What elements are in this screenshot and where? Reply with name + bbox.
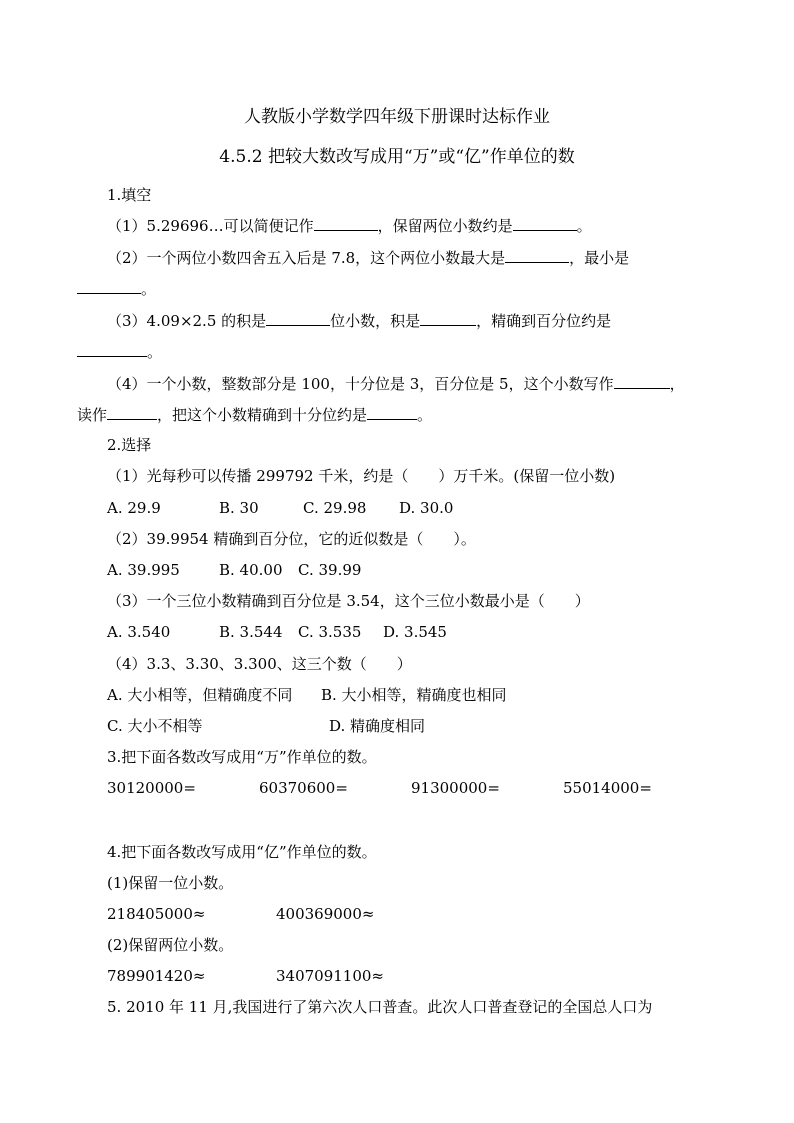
option-a[interactable]: A. 29.9 (107, 499, 161, 517)
option-b[interactable]: B. 3.544 (219, 623, 283, 641)
answer-blank[interactable] (107, 405, 157, 420)
answer-blank[interactable] (266, 311, 330, 326)
option-d[interactable]: D. 30.0 (399, 499, 454, 517)
question-1-1: （1）5.29696…可以简便记作 ，保留两位小数约是 。 (107, 217, 592, 235)
conversion-item: 91300000= (411, 779, 500, 797)
question-1-3: （3）4.09×2.5 的积是 位小数，积是 ，精确到百分位约是 (107, 312, 612, 330)
answer-blank[interactable] (367, 405, 417, 420)
option-d[interactable]: D. 3.545 (383, 623, 447, 641)
answer-blank[interactable] (614, 374, 670, 389)
question-2-1: （1）光每秒可以传播 299792 千米，约是（ ）万千米。(保留一位小数) (107, 467, 616, 485)
page-title: 人教版小学数学四年级下册课时达标作业 (244, 107, 550, 127)
option-a[interactable]: A. 大小相等，但精确度不同 (107, 686, 293, 704)
conversion-item: 60370600= (259, 779, 348, 797)
conversion-item: 789901420≈ (107, 967, 206, 985)
answer-blank[interactable] (505, 248, 569, 263)
option-b[interactable]: B. 40.00 (219, 561, 283, 579)
question-1-4-cont: 读作 ，把这个小数精确到十分位约是 。 (77, 406, 433, 424)
conversion-item: 3407091100≈ (276, 967, 385, 985)
answer-blank[interactable] (420, 311, 476, 326)
option-a[interactable]: A. 3.540 (107, 623, 171, 641)
section-4-heading: 4.把下面各数改写成用“亿”作单位的数。 (107, 843, 377, 861)
option-d[interactable]: D. 精确度相同 (329, 717, 426, 735)
question-2-2: （2）39.9954 精确到百分位，它的近似数是（ ）。 (107, 530, 476, 548)
answer-blank[interactable] (77, 342, 147, 357)
section-1-heading: 1.填空 (107, 186, 152, 204)
option-c[interactable]: C. 3.535 (298, 623, 362, 641)
conversion-item: 218405000≈ (107, 905, 206, 923)
section-4-sub-2: (2)保留两位小数。 (107, 936, 234, 954)
answer-blank[interactable] (314, 216, 378, 231)
conversion-item: 30120000= (107, 779, 196, 797)
question-1-4: （4）一个小数，整数部分是 100，十分位是 3，百分位是 5，这个小数写作 ， (107, 375, 685, 393)
option-c[interactable]: C. 大小不相等 (107, 717, 203, 735)
option-b[interactable]: B. 大小相等，精确度也相同 (321, 686, 507, 704)
section-3-heading: 3.把下面各数改写成用“万”作单位的数。 (107, 748, 377, 766)
section-4-sub-1: (1)保留一位小数。 (107, 874, 234, 892)
option-a[interactable]: A. 39.995 (107, 561, 180, 579)
option-b[interactable]: B. 30 (219, 499, 259, 517)
question-2-4: （4）3.3、3.30、3.300、这三个数（ ） (107, 655, 412, 673)
answer-blank[interactable] (513, 216, 577, 231)
conversion-item: 55014000= (563, 779, 652, 797)
answer-blank[interactable] (77, 279, 141, 294)
conversion-item: 400369000≈ (276, 905, 375, 923)
page-subtitle: 4.5.2 把较大数改写成用“万”或“亿”作单位的数 (219, 147, 575, 167)
option-c[interactable]: C. 29.98 (303, 499, 367, 517)
question-1-2-cont: 。 (77, 279, 156, 299)
question-1-3-cont: 。 (77, 342, 162, 362)
option-c[interactable]: C. 39.99 (298, 561, 362, 579)
section-2-heading: 2.选择 (107, 436, 152, 454)
section-5-text: 5. 2010 年 11 月,我国进行了第六次人口普查。此次人口普查登记的全国总人口为 (107, 998, 653, 1016)
question-2-3: （3）一个三位小数精确到百分位是 3.54，这个三位小数最小是（ ） (107, 592, 590, 610)
question-1-2: （2）一个两位小数四舍五入后是 7.8，这个两位小数最大是 ，最小是 (107, 249, 630, 267)
